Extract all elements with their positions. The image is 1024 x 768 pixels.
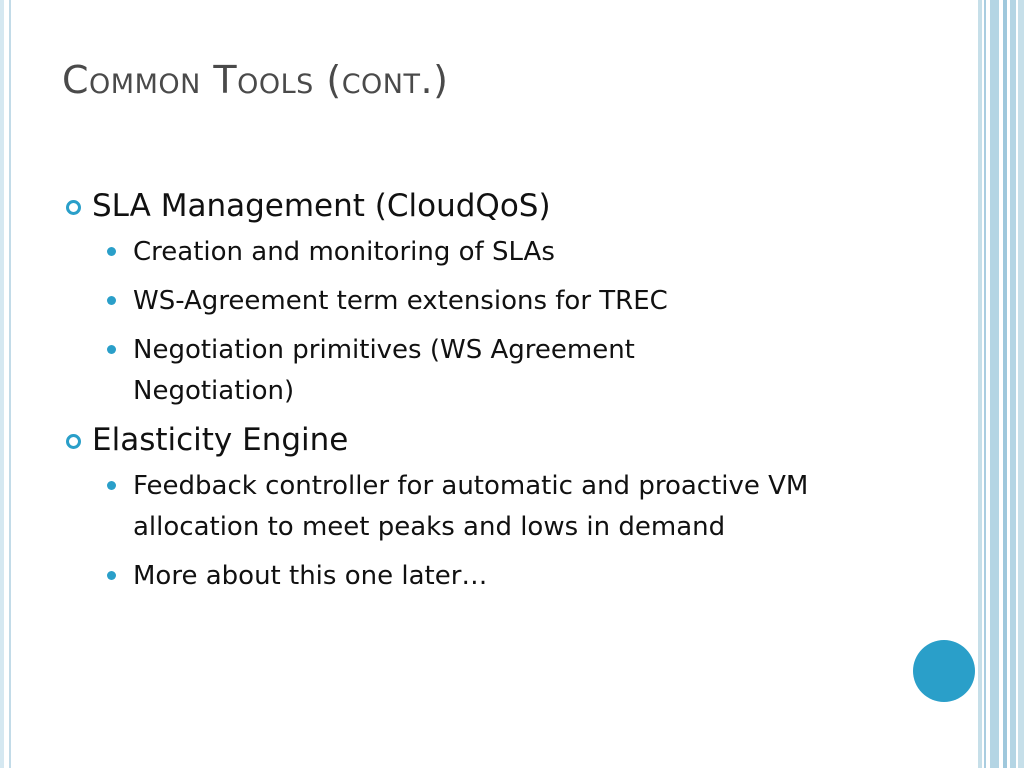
filled-dot-bullet-icon <box>107 247 116 256</box>
bullet-level2 <box>64 232 884 273</box>
slide-left-frame-line <box>9 0 11 768</box>
bullet-text: SLA Management (CloudQoS) <box>92 188 551 224</box>
border-stripe <box>1018 0 1024 768</box>
blue-circle-decoration <box>913 640 975 702</box>
bullet-text: Feedback controller for automatic and proactive VM allocation to meet peaks and lows in demand <box>133 471 809 542</box>
hollow-circle-bullet-icon <box>66 200 81 215</box>
border-stripe <box>990 0 999 768</box>
border-stripe <box>978 0 982 768</box>
bullet-level2 <box>64 556 884 597</box>
hollow-circle-bullet-icon <box>66 434 81 449</box>
bullet-text: Negotiation primitives (WS Agreement Negotiation) <box>133 335 635 406</box>
filled-dot-bullet-icon <box>107 571 116 580</box>
right-border-stripes <box>978 0 1024 768</box>
bullet-text: WS-Agreement term extensions for TREC <box>133 286 668 316</box>
bullet-text: Creation and monitoring of SLAs <box>133 237 555 267</box>
border-stripe <box>984 0 986 768</box>
bullet-text: More about this one later… <box>133 561 488 591</box>
bullet-level2 <box>64 330 773 412</box>
border-stripe <box>1003 0 1007 768</box>
bullet-level1-elasticity-engine <box>64 420 884 460</box>
bullet-level2 <box>64 466 853 548</box>
bullet-text: Elasticity Engine <box>92 422 349 458</box>
filled-dot-bullet-icon <box>107 296 116 305</box>
slide-title: Common Tools (cont.) <box>62 58 449 102</box>
filled-dot-bullet-icon <box>107 345 116 354</box>
border-stripe <box>1010 0 1016 768</box>
bullet-level2 <box>64 281 884 322</box>
filled-dot-bullet-icon <box>107 481 116 490</box>
slide-body <box>64 186 884 605</box>
bullet-level1-sla-management <box>64 186 884 226</box>
